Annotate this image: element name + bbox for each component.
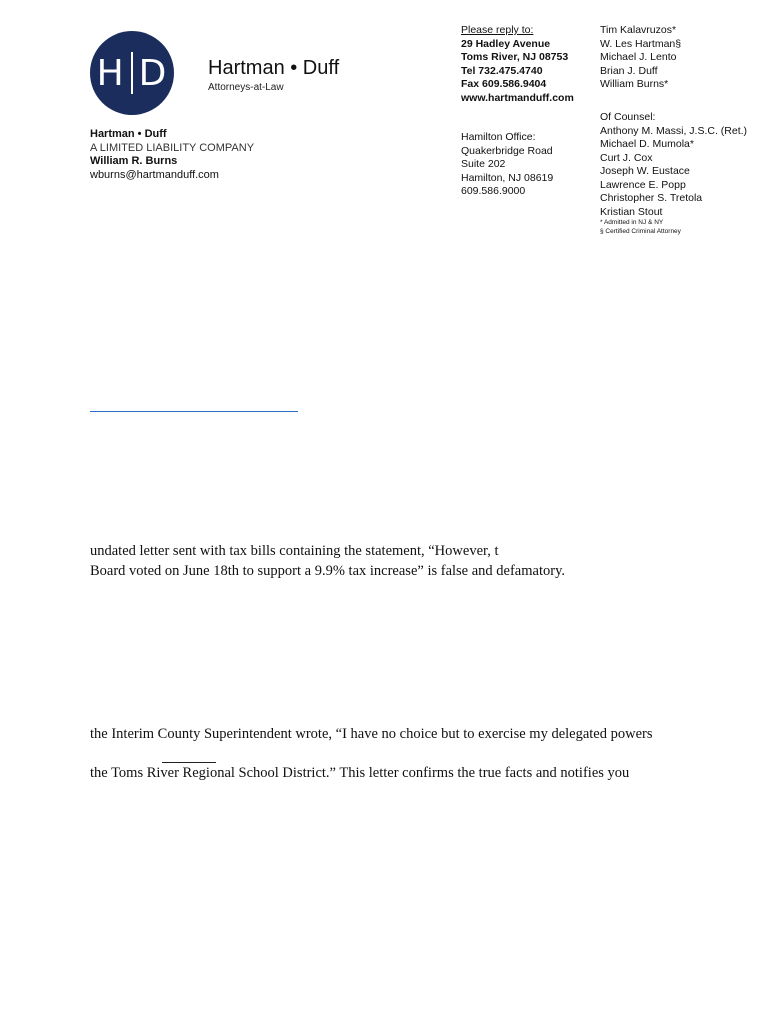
body-line-4: the Toms River Regional School District.” This letter confirms the true facts and notifies you bbox=[90, 765, 630, 781]
hamilton-office-block bbox=[461, 131, 553, 199]
partner-name: W. Les Hartman§ bbox=[600, 37, 682, 50]
reply-label: Please reply to: bbox=[461, 24, 534, 36]
logo-letter-d: D bbox=[138, 52, 168, 94]
counsel-name: Joseph W. Eustace bbox=[600, 165, 690, 177]
reply-city: Toms River, NJ 08753 bbox=[461, 51, 569, 63]
partner-name: William Burns* bbox=[600, 78, 669, 90]
hamilton-label: Hamilton Office: bbox=[461, 131, 536, 143]
link-underline[interactable] bbox=[90, 411, 298, 412]
counsel-label: Of Counsel: bbox=[600, 111, 656, 123]
partner-name: Brian J. Duff bbox=[600, 64, 658, 77]
firm-name: Hartman • Duff bbox=[208, 57, 340, 79]
reply-tel: Tel 732.475.4740 bbox=[461, 64, 543, 77]
footnote-certified: § Certified Criminal Attorney bbox=[600, 227, 681, 235]
of-counsel-list bbox=[600, 111, 747, 236]
sender-company-type: A LIMITED LIABILITY COMPANY bbox=[90, 141, 255, 154]
footnote-admitted: * Admitted in NJ & NY bbox=[600, 219, 664, 226]
counsel-name: Anthony M. Massi, J.S.C. (Ret.) bbox=[600, 124, 748, 137]
counsel-name: Curt J. Cox bbox=[600, 151, 653, 164]
sender-email[interactable]: wburns@hartmanduff.com bbox=[90, 168, 219, 181]
partner-name: Tim Kalavruzos* bbox=[600, 24, 677, 36]
hamilton-city: Hamilton, NJ 08619 bbox=[461, 171, 554, 184]
body-line-2: Board voted on June 18th to support a 9.9% tax increase” is false and defamatory. bbox=[90, 563, 566, 579]
reply-fax: Fax 609.586.9404 bbox=[461, 78, 547, 90]
sender-block bbox=[90, 128, 254, 182]
hamilton-street: Quakerbridge Road bbox=[461, 144, 553, 157]
counsel-name: Lawrence E. Popp bbox=[600, 178, 686, 191]
hamilton-phone: 609.586.9000 bbox=[461, 185, 526, 197]
partners-list bbox=[600, 24, 681, 92]
body-line-3: the Interim County Superintendent wrote, “I have no choice but to exercise my delegated powers bbox=[90, 726, 653, 742]
reply-web[interactable]: www.hartmanduff.com bbox=[461, 91, 574, 104]
counsel-name: Kristian Stout bbox=[600, 205, 663, 218]
firm-tagline: Attorneys-at-Law bbox=[208, 82, 284, 93]
blank-underline bbox=[162, 762, 216, 763]
reply-street: 29 Hadley Avenue bbox=[461, 37, 551, 50]
partner-name: Michael J. Lento bbox=[600, 51, 677, 63]
sender-name: William R. Burns bbox=[90, 155, 178, 167]
logo-letter-h: H bbox=[96, 52, 125, 94]
logo-divider bbox=[131, 52, 133, 94]
sender-firm: Hartman • Duff bbox=[90, 128, 167, 140]
hamilton-suite: Suite 202 bbox=[461, 158, 506, 170]
counsel-name: Michael D. Mumola* bbox=[600, 138, 694, 150]
body-line-1: undated letter sent with tax bills containing the statement, “However, t bbox=[90, 543, 499, 559]
reply-to-block bbox=[461, 24, 574, 105]
firm-logo bbox=[90, 31, 174, 115]
counsel-name: Christopher S. Tretola bbox=[600, 192, 703, 204]
